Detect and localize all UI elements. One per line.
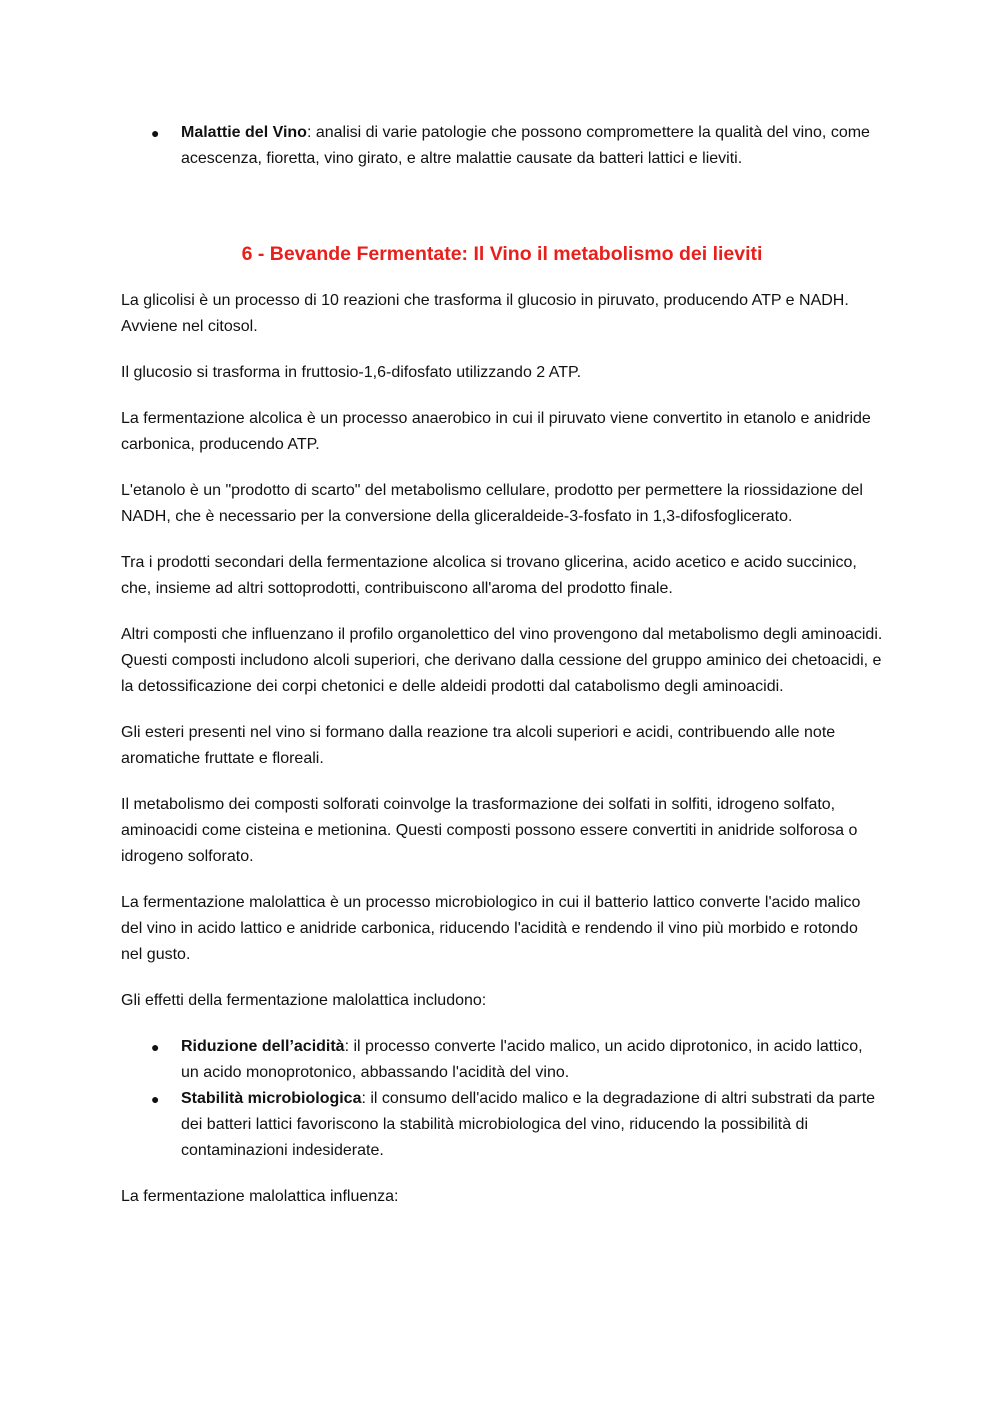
term: Stabilità microbiologica [181,1090,362,1107]
definition: : il consumo dell'acido malico e la degradazione di altri substrati da parte dei batteri lattici favoriscono la stabilità microbiologica del vino, riducendo la possibilità di contaminazioni indesiderate. [181,1090,876,1159]
list-item-malattie [121,120,883,172]
list-item-riduzione-acidita [121,1034,883,1086]
bullet-icon: ● [151,1039,160,1055]
list-item-stabilita-microbiologica [121,1086,883,1164]
paragraph-malolattica: La fermentazione malolattica è un processo microbiologico in cui il batterio lattico converte l'acido malico del vino in acido lattico e anidride carbonica, riducendo l'acidità e rendendo il vino più morbido e rotondo nel gusto. [121,894,861,963]
term: Malattie del Vino [181,124,307,141]
definition: : il processo converte l'acido malico, un acido diprotonico, in acido lattico, un acido monoprotonico, abbassando l'acidità del vino. [181,1038,863,1081]
bullet-icon: ● [151,125,160,141]
paragraph-effetti-intro: Gli effetti della fermentazione malolattica includono: [121,992,487,1009]
section-heading: 6 - Bevande Fermentate: Il Vino il metabolismo dei lieviti [241,243,763,265]
document-body [121,120,883,1210]
paragraph-esteri: Gli esteri presenti nel vino si formano dalla reazione tra alcoli superiori e acidi, contribuendo alle note aromatiche fruttate e floreali. [121,724,836,767]
definition: : analisi di varie patologie che possono compromettere la qualità del vino, come acescenza, fioretta, vino girato, e altre malattie causate da batteri lattici e lieviti. [181,124,870,167]
paragraph-etanolo: L'etanolo è un "prodotto di scarto" del metabolismo cellulare, prodotto per permettere la riossidazione del NADH, che è necessario per la conversione della gliceraldeide-3-fosfato in 1,3-difosfoglicerato. [121,482,863,525]
paragraph-fermentazione-alcolica: La fermentazione alcolica è un processo anaerobico in cui il piruvato viene convertito in etanolo e anidride carbonica, producendo ATP. [121,410,871,453]
paragraph-aminoacidi: Altri composti che influenzano il profilo organolettico del vino provengono dal metabolismo degli aminoacidi. Questi composti includono alcoli superiori, che derivano dalla cessione del gruppo aminico dei chetoacidi, e la detossificazione dei corpi chetonici e delle aldeidi prodotti dal catabolismo degli aminoacidi. [121,626,883,695]
intro-bullet-list [121,120,883,172]
paragraph-prodotti-secondari: Tra i prodotti secondari della fermentazione alcolica si trovano glicerina, acido acetico e acido succinico, che, insieme ad altri sottoprodotti, contribuiscono all'aroma del prodotto finale. [121,554,857,597]
paragraph-composti-solforati: Il metabolismo dei composti solforati coinvolge la trasformazione dei solfati in solfiti, idrogeno solfato, aminoacidi come cisteina e metionina. Questi composti possono essere convertiti in anidride solforosa o idrogeno solforato. [121,796,858,865]
paragraph-glicolisi: La glicolisi è un processo di 10 reazioni che trasforma il glucosio in piruvato, producendo ATP e NADH. Avviene nel citosol. [121,292,849,335]
effects-bullet-list [121,1034,883,1164]
paragraph-glucosio: Il glucosio si trasforma in fruttosio-1,6-difosfato utilizzando 2 ATP. [121,364,582,381]
paragraph-closing: La fermentazione malolattica influenza: [121,1188,399,1205]
bullet-icon: ● [151,1091,160,1107]
term: Riduzione dell’acidità [181,1038,345,1055]
